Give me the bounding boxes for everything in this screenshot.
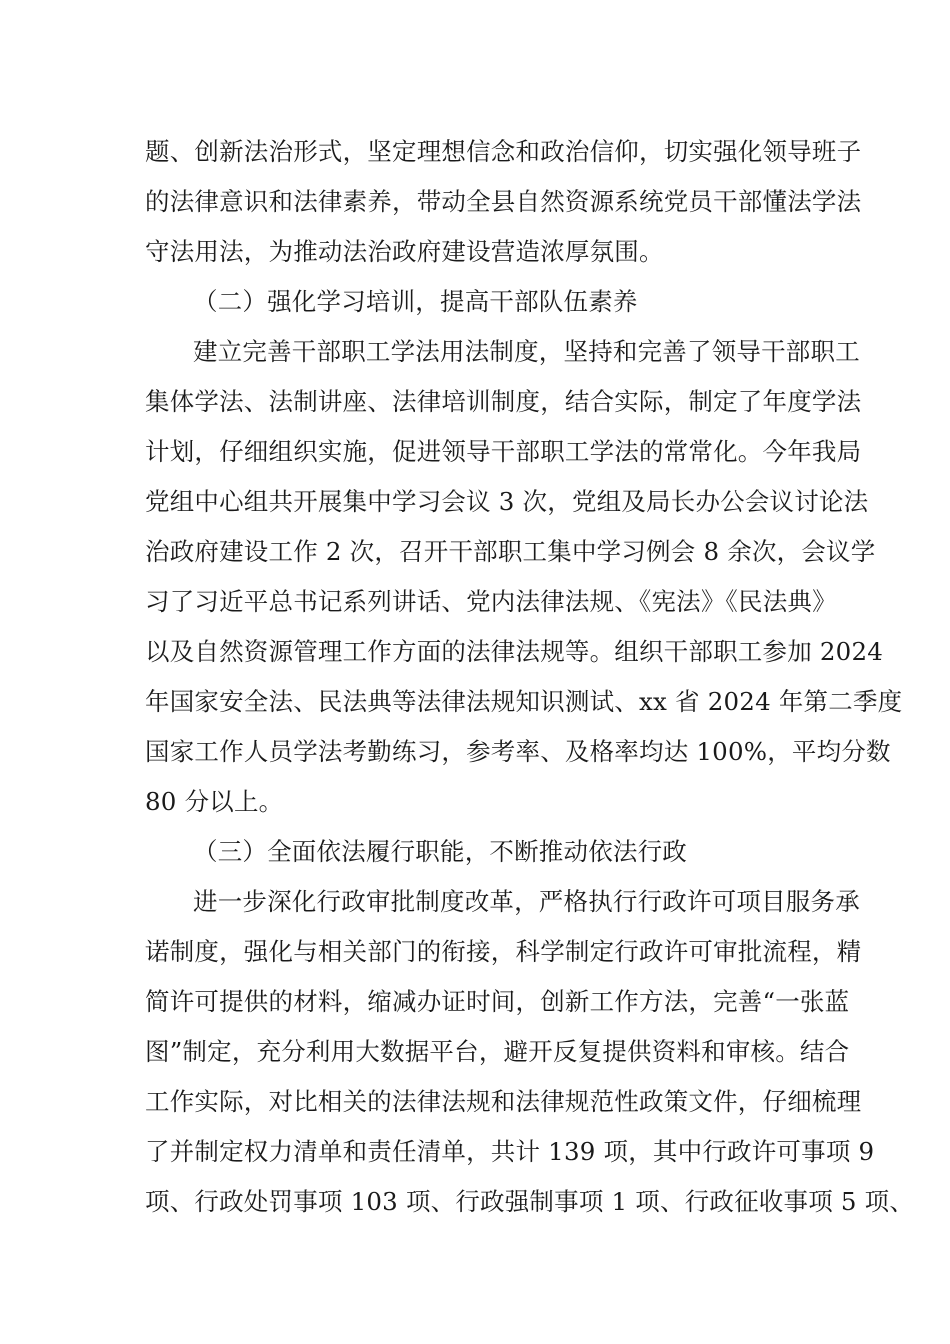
body-text-line: 题、创新法治形式，坚定理想信念和政治信仰，切实强化领导班子 bbox=[145, 137, 862, 166]
body-text-line: 工作实际，对比相关的法律法规和法律规范性政策文件，仔细梳理 bbox=[145, 1087, 862, 1116]
body-text-line: 以及自然资源管理工作方面的法律法规等。组织干部职工参加 2024 bbox=[145, 637, 884, 666]
body-text-line: 计划，仔细组织实施，促进领导干部职工学法的常常化。今年我局 bbox=[145, 437, 862, 466]
section-heading: （二）强化学习培训，提高干部队伍素养 bbox=[193, 287, 638, 316]
body-text-line: 集体学法、法制讲座、法律培训制度，结合实际，制定了年度学法 bbox=[145, 387, 862, 416]
body-text-line: 项、行政处罚事项 103 项、行政强制事项 1 项、行政征收事项 5 项、 bbox=[145, 1187, 915, 1216]
body-text-line: 80 分以上。 bbox=[145, 787, 284, 816]
section-heading: （三）全面依法履行职能，不断推动依法行政 bbox=[193, 837, 687, 866]
body-text-line: 建立完善干部职工学法用法制度，坚持和完善了领导干部职工 bbox=[193, 337, 860, 366]
body-text-line: 的法律意识和法律素养，带动全县自然资源系统党员干部懂法学法 bbox=[145, 187, 862, 216]
body-text-line: 进一步深化行政审批制度改革，严格执行行政许可项目服务承 bbox=[193, 887, 860, 916]
body-text-line: 图”制定，充分利用大数据平台，避开反复提供资料和审核。结合 bbox=[145, 1037, 850, 1066]
body-text-line: 治政府建设工作 2 次，召开干部职工集中学习例会 8 余次，会议学 bbox=[145, 537, 876, 566]
body-text-line: 简许可提供的材料，缩减办证时间，创新工作方法，完善“一张蓝 bbox=[145, 987, 850, 1016]
body-text-line: 守法用法，为推动法治政府建设营造浓厚氛围。 bbox=[145, 237, 664, 266]
body-text-line: 党组中心组共开展集中学习会议 3 次，党组及局长办公会议讨论法 bbox=[145, 487, 869, 516]
body-text-line: 国家工作人员学法考勤练习，参考率、及格率均达 100%，平均分数 bbox=[145, 737, 891, 766]
body-text-line: 诺制度，强化与相关部门的衔接，科学制定行政许可审批流程，精 bbox=[145, 937, 862, 966]
body-text-line: 了并制定权力清单和责任清单，共计 139 项，其中行政许可事项 9 bbox=[145, 1137, 875, 1166]
body-text-line: 年国家安全法、民法典等法律法规知识测试、xx 省 2024 年第二季度 bbox=[145, 687, 903, 716]
body-text-line: 习了习近平总书记系列讲话、党内法律法规、《宪法》《民法典》 bbox=[145, 587, 837, 616]
